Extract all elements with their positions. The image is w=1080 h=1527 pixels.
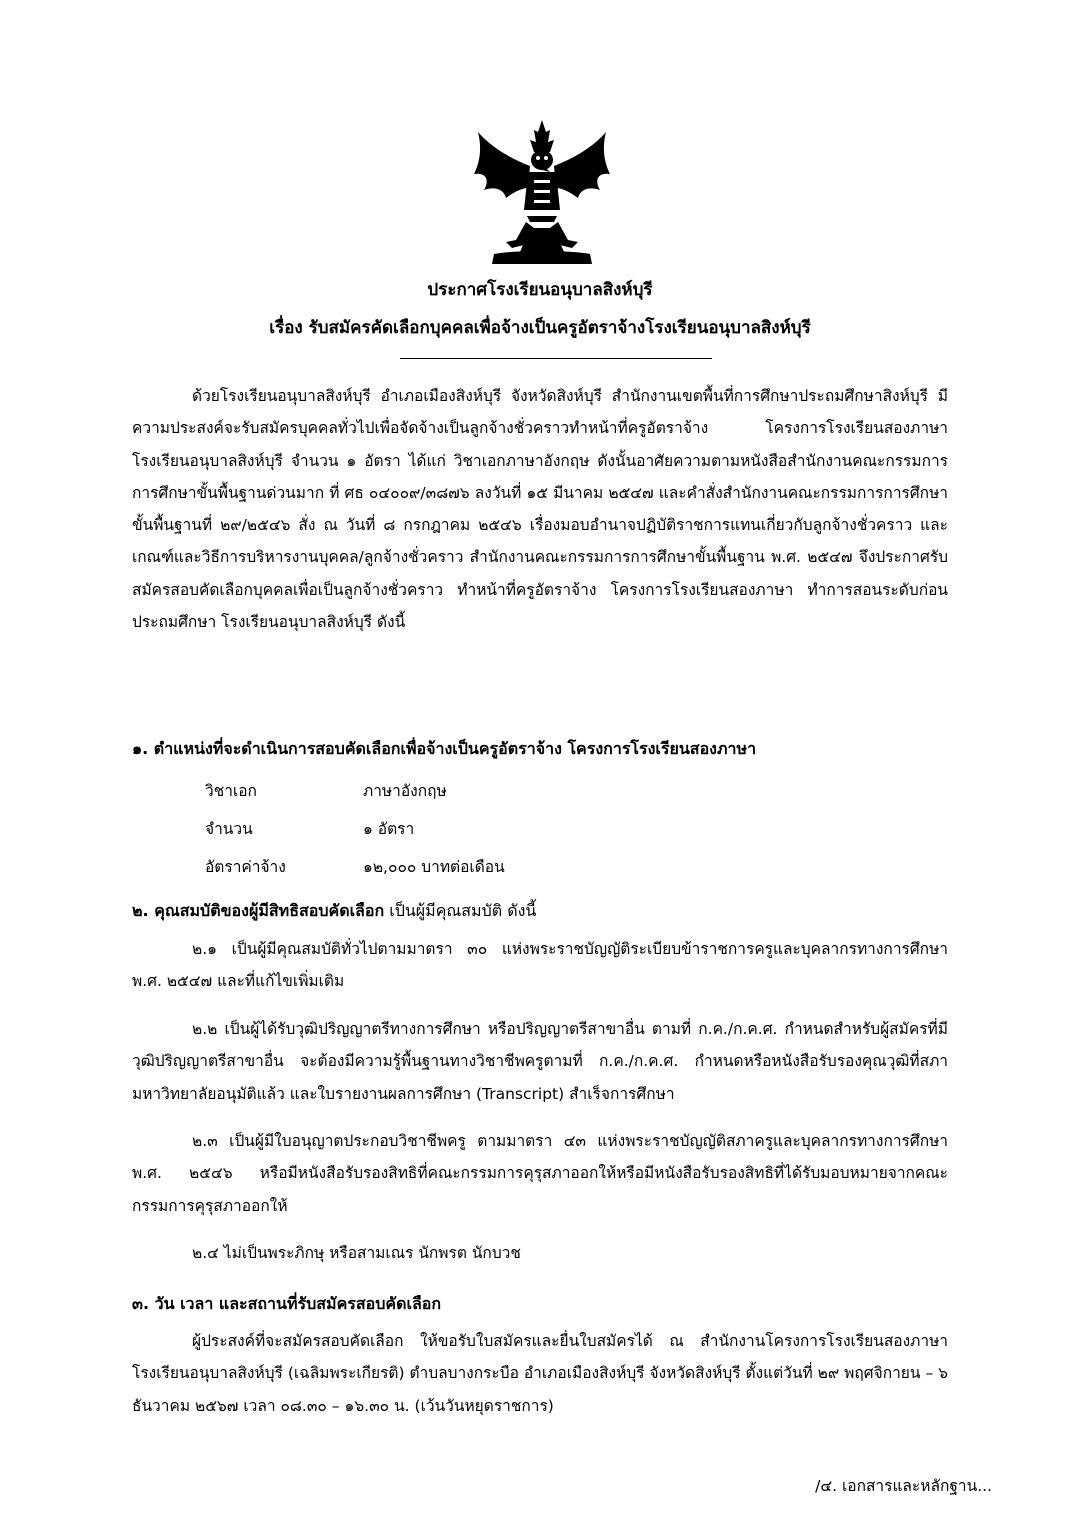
section2-heading-text: ๒. คุณสมบัติของผู้มีสิทธิสอบคัดเลือก xyxy=(132,901,385,920)
section1-heading: ๑. ตำแหน่งที่จะดำเนินการสอบคัดเลือกเพื่อจ้างเป็นครูอัตราจ้าง โครงการโรงเรียนสองภาษา xyxy=(132,739,757,758)
section2-heading xyxy=(132,899,536,924)
position-row-major xyxy=(205,778,447,803)
position-value: ๑๒,๐๐๐ บาทต่อเดือน xyxy=(363,858,505,876)
position-row-salary xyxy=(205,854,505,879)
qualification-item: ๒.๒ เป็นผู้ได้รับวุฒิปริญญาตรีทางการศึกษา หรือปริญญาตรีสาขาอื่น ตามที่ ก.ค./ก.ค.ศ. กำหนดสำหรับผู้สมัครที่มีวุฒิปริญญาตรีสาขาอื่น จะต้องมีความรู้พื้นฐานทางวิชาชีพครูตามที่ ก.ค./ก.ค.ศ. กำหนดหรือหนังสือรับรองคุณวุฒิที่สภามหาวิทยาลัยอนุมัติแล้ว และใบรายงานผลการศึกษา (Transcript) สำเร็จการศึกษา xyxy=(132,1020,948,1103)
section3-heading: ๓. วัน เวลา และสถานที่รับสมัครสอบคัดเลือก xyxy=(132,1294,442,1313)
position-value: ๑ อัตรา xyxy=(363,820,415,838)
position-label: จำนวน xyxy=(205,820,253,838)
qualification-item: ๒.๔ ไม่เป็นพระภิกษุ หรือสามเณร นักพรต นักบวช xyxy=(192,1244,521,1262)
title-divider xyxy=(400,358,712,359)
section3-body: ผู้ประสงค์ที่จะสมัครสอบคัดเลือก ให้ขอรับใบสมัครและยื่นใบสมัครได้ ณ สำนักงานโครงการโรงเรียนสองภาษา โรงเรียนอนุบาลสิงห์บุรี (เฉลิมพระเกียรติ) ตำบลบางกระบือ อำเภอเมืองสิงห์บุรี จังหวัดสิงห์บุรี ตั้งแต่วันที่ ๒๙ พฤศจิกายน – ๖ ธันวาคม ๒๕๖๗ เวลา ๐๘.๓๐ – ๑๖.๓๐ น. (เว้นวันหยุดราชการ) xyxy=(132,1332,948,1415)
continuation-note: /๔. เอกสารและหลักฐาน... xyxy=(815,1477,992,1495)
announcement-subject: เรื่อง รับสมัครคัดเลือกบุคคลเพื่อจ้างเป็นครูอัตราจ้างโรงเรียนอนุบาลสิงห์บุรี xyxy=(269,318,811,338)
intro-paragraph: ด้วยโรงเรียนอนุบาลสิงห์บุรี อำเภอเมืองสิงห์บุรี จังหวัดสิงห์บุรี สำนักงานเขตพื้นที่การศึกษาประถมศึกษาสิงห์บุรี มีความประสงค์จะรับสมัครบุคคลทั่วไปเพื่อจัดจ้างเป็นลูกจ้างชั่วคราวทำหน้าที่ครูอัตราจ้าง โครงการโรงเรียนสองภาษา โรงเรียนอนุบาลสิงห์บุรี จำนวน ๑ อัตรา ได้แก่ วิชาเอกภาษาอังกฤษ ดังนั้นอาศัยความตามหนังสือสำนักงานคณะกรรมการการศึกษาขั้นพื้นฐานด่วนมาก ที่ ศธ ๐๔๐๐๙/๓๘๗๖ ลงวันที่ ๑๕ มีนาคม ๒๕๔๗ และคำสั่งสำนักงานคณะกรรมการการศึกษาขั้นพื้นฐานที่ ๒๙/๒๕๔๖ สั่ง ณ วันที่ ๘ กรกฎาคม ๒๕๔๖ เรื่องมอบอำนาจปฏิบัติราชการแทนเกี่ยวกับลูกจ้างชั่วคราว และเกณฑ์และวิธีการบริหารงานบุคคล/ลูกจ้างชั่วคราว สำนักงานคณะกรรมการการศึกษาขั้นพื้นฐาน พ.ศ. ๒๕๔๗ จึงประกาศรับสมัครสอบคัดเลือกบุคคลเพื่อเป็นลูกจ้างชั่วคราว ทำหน้าที่ครูอัตราจ้าง โครงการโรงเรียนสองภาษา ทำการสอนระดับก่อนประถมศึกษา โรงเรียนอนุบาลสิงห์บุรี ดังนี้ xyxy=(132,387,948,632)
announcement-title: ประกาศโรงเรียนอนุบาลสิงห์บุรี xyxy=(427,280,653,300)
position-label: วิชาเอก xyxy=(205,782,257,800)
garuda-emblem-icon xyxy=(470,118,614,268)
qualification-item: ๒.๑ เป็นผู้มีคุณสมบัติทั่วไปตามมาตรา ๓๐ แห่งพระราชบัญญัติระเบียบข้าราชการครูและบุคลากรทางการศึกษา พ.ศ. ๒๕๔๗ และที่แก้ไขเพิ่มเติม xyxy=(132,940,948,991)
position-label: อัตราค่าจ้าง xyxy=(205,858,286,876)
position-row-count xyxy=(205,816,414,841)
qualification-item: ๒.๓ เป็นผู้มีใบอนุญาตประกอบวิชาชีพครู ตามมาตรา ๔๓ แห่งพระราชบัญญัติสภาครูและบุคลากรทางการศึกษา พ.ศ. ๒๕๔๖ หรือมีหนังสือรับรองสิทธิที่คณะกรรมการคุรุสภาออกให้หรือมีหนังสือรับรองสิทธิที่ได้รับมอบหมายจากคณะกรรมการคุรุสภาออกให้ xyxy=(132,1132,948,1215)
position-value: ภาษาอังกฤษ xyxy=(363,782,447,800)
section2-heading-suffix: เป็นผู้มีคุณสมบัติ ดังนี้ xyxy=(384,901,537,920)
